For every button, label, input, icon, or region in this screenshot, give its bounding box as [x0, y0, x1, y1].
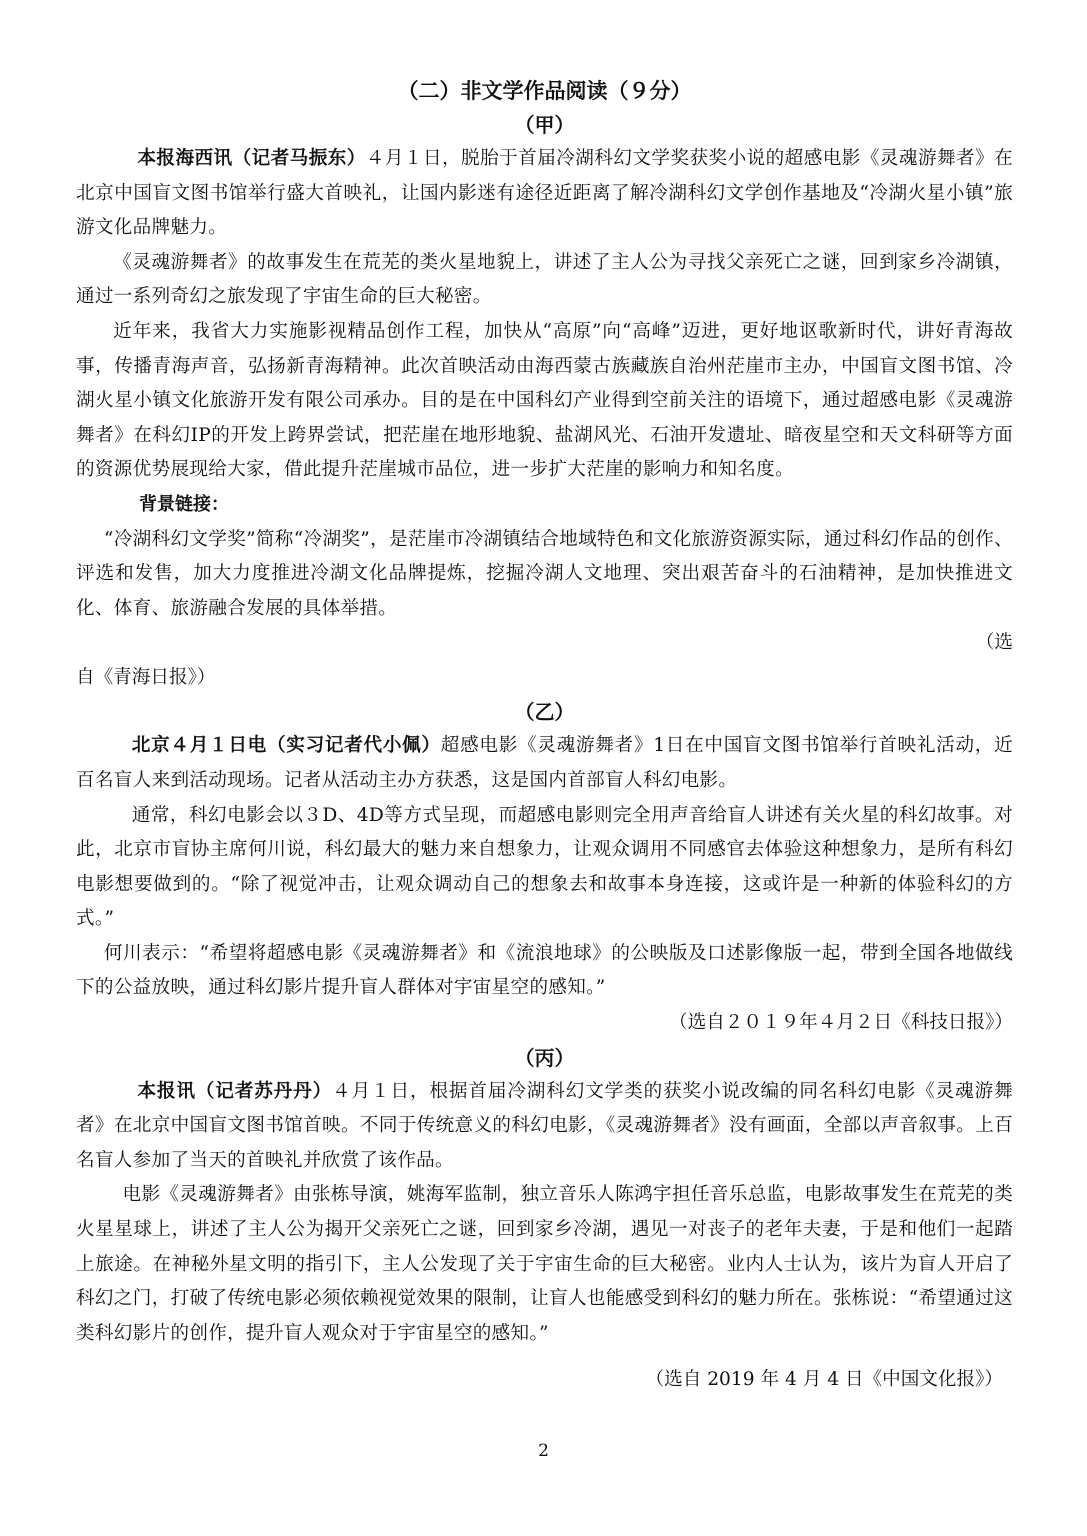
- part-b-paragraph-3: 何川表示：“希望将超感电影《灵魂游舞者》和《流浪地球》的公映版及口述影像版一起，带到全国各地做线下的公益放映，通过科幻影片提升盲人群体对宇宙星空的感知。”: [76, 942, 1013, 999]
- part-c-paragraph-2: 电影《灵魂游舞者》由张栋导演，姚海军监制，独立音乐人陈鸿宇担任音乐总监，电影故事发生在荒芜的类火星星球上，讲述了主人公为揭开父亲死亡之谜，回到家乡冷湖，遇见一对丧子的老年夫妻，于是和他们一起踏上旅途。在神秘外星文明的指引下，主人公发现了关于宇宙生命的巨大秘密。业内人士认为，该片为盲人开启了科幻之门，打破了传统电影必须依赖视觉效果的限制，让盲人也能感受到科幻的魅力所在。张栋说：“希望通过这类科幻影片的创作，提升盲人观众对于宇宙星空的感知。”: [76, 1184, 1013, 1344]
- part-b-source: （选自２０１９年４月２日《科技日报》）: [669, 1012, 1013, 1034]
- part-b-paragraph-2: 通常，科幻电影会以３D、4D等方式呈现，而超感电影则完全用声音给盲人讲述有关火星的科幻故事。对此，北京市盲协主席何川说，科幻最大的魅力来自想象力，让观众调用不同感官去体验这种想象力，是所有科幻电影想要做到的。“除了视觉冲击，让观众调动自己的想象去和故事本身连接，这或许是一种新的体验科幻的方式。”: [76, 804, 1013, 930]
- part-a-paragraph-2: 《灵魂游舞者》的故事发生在荒芜的类火星地貌上，讲述了主人公为寻找父亲死亡之谜，回到家乡冷湖镇，通过一系列奇幻之旅发现了宇宙生命的巨大秘密。: [76, 251, 1013, 308]
- part-c-title: （丙）: [514, 1045, 575, 1070]
- part-a-source-line-1: （选: [975, 632, 1013, 654]
- page-number: 2: [538, 1441, 549, 1461]
- section-title: （二）非文学作品阅读（９分）: [397, 79, 692, 103]
- part-b-paragraph-1-text: 超感电影《灵魂游舞者》1日在中国盲文图书馆举行首映礼活动，近百名盲人来到活动现场。记者从活动主办方获悉，这是国内首部盲人科幻电影。: [76, 735, 1013, 791]
- part-b-paragraph-1: [76, 729, 1013, 798]
- part-a-paragraph-1: [76, 142, 1013, 246]
- document-page: [76, 74, 1013, 1398]
- part-a-paragraph-1-text: ４月１日，脱胎于首届冷湖科幻文学奖获奖小说的超感电影《灵魂游舞者》在北京中国盲文图书馆举行盛大首映礼，让国内影迷有途径近距离了解冷湖科幻文学创作基地及“冷湖火星小镇”旅游文化品牌魅力。: [76, 148, 1013, 239]
- part-c-dateline: 本报讯（记者苏丹丹）: [137, 1080, 333, 1102]
- background-link-heading: 背景链接：: [139, 493, 229, 515]
- part-a-title: （甲）: [514, 113, 575, 137]
- part-a-dateline: 本报海西讯（记者马振东）: [137, 148, 366, 169]
- part-b-title: （乙）: [514, 700, 575, 725]
- part-a-source-line-2: 自《青海日报》）: [76, 666, 216, 688]
- part-c-source: （选自 2019 年 4 月 4 日《中国文化报》）: [645, 1369, 1003, 1391]
- part-b-dateline: 北京４月１日电（实习记者代小佩）: [131, 735, 441, 757]
- part-a-source: [76, 626, 1013, 695]
- part-a-paragraph-3: 近年来，我省大力实施影视精品创作工程，加快从“高原”向“高峰”迈进，更好地讴歌新时代，讲好青海故事，传播青海声音，弘扬新青海精神。此次首映活动由海西蒙古族藏族自治州茫崖市主办，中国盲文图书馆、冷湖火星小镇文化旅游开发有限公司承办。目的是在中国科幻产业得到空前关注的语境下，通过超感电影《灵魂游舞者》在科幻IP的开发上跨界尝试，把茫崖在地形地貌、盐湖风光、石油开发遗址、暗夜星空和天文科研等方面的资源优势展现给大家，借此提升茫崖城市品位，进一步扩大茫崖的影响力和知名度。: [76, 320, 1013, 481]
- part-a-paragraph-4: “冷湖科幻文学奖”简称“冷湖奖”，是茫崖市冷湖镇结合地域特色和文化旅游资源实际，通过科幻作品的创作、评选和发售，加大力度推进冷湖文化品牌提炼，挖掘冷湖人文地理、突出艰苦奋斗的石油精神，是加快推进文化、体育、旅游融合发展的具体举措。: [76, 528, 1013, 619]
- part-c-paragraph-1: [76, 1075, 1013, 1179]
- part-c-paragraph-1-text: ４月１日，根据首届冷湖科幻文学类的获奖小说改编的同名科幻电影《灵魂游舞者》在北京中国盲文图书馆首映。不同于传统意义的科幻电影，《灵魂游舞者》没有画面，全部以声音叙事。上百名盲人参加了当天的首映礼并欣赏了该作品。: [76, 1080, 1013, 1171]
